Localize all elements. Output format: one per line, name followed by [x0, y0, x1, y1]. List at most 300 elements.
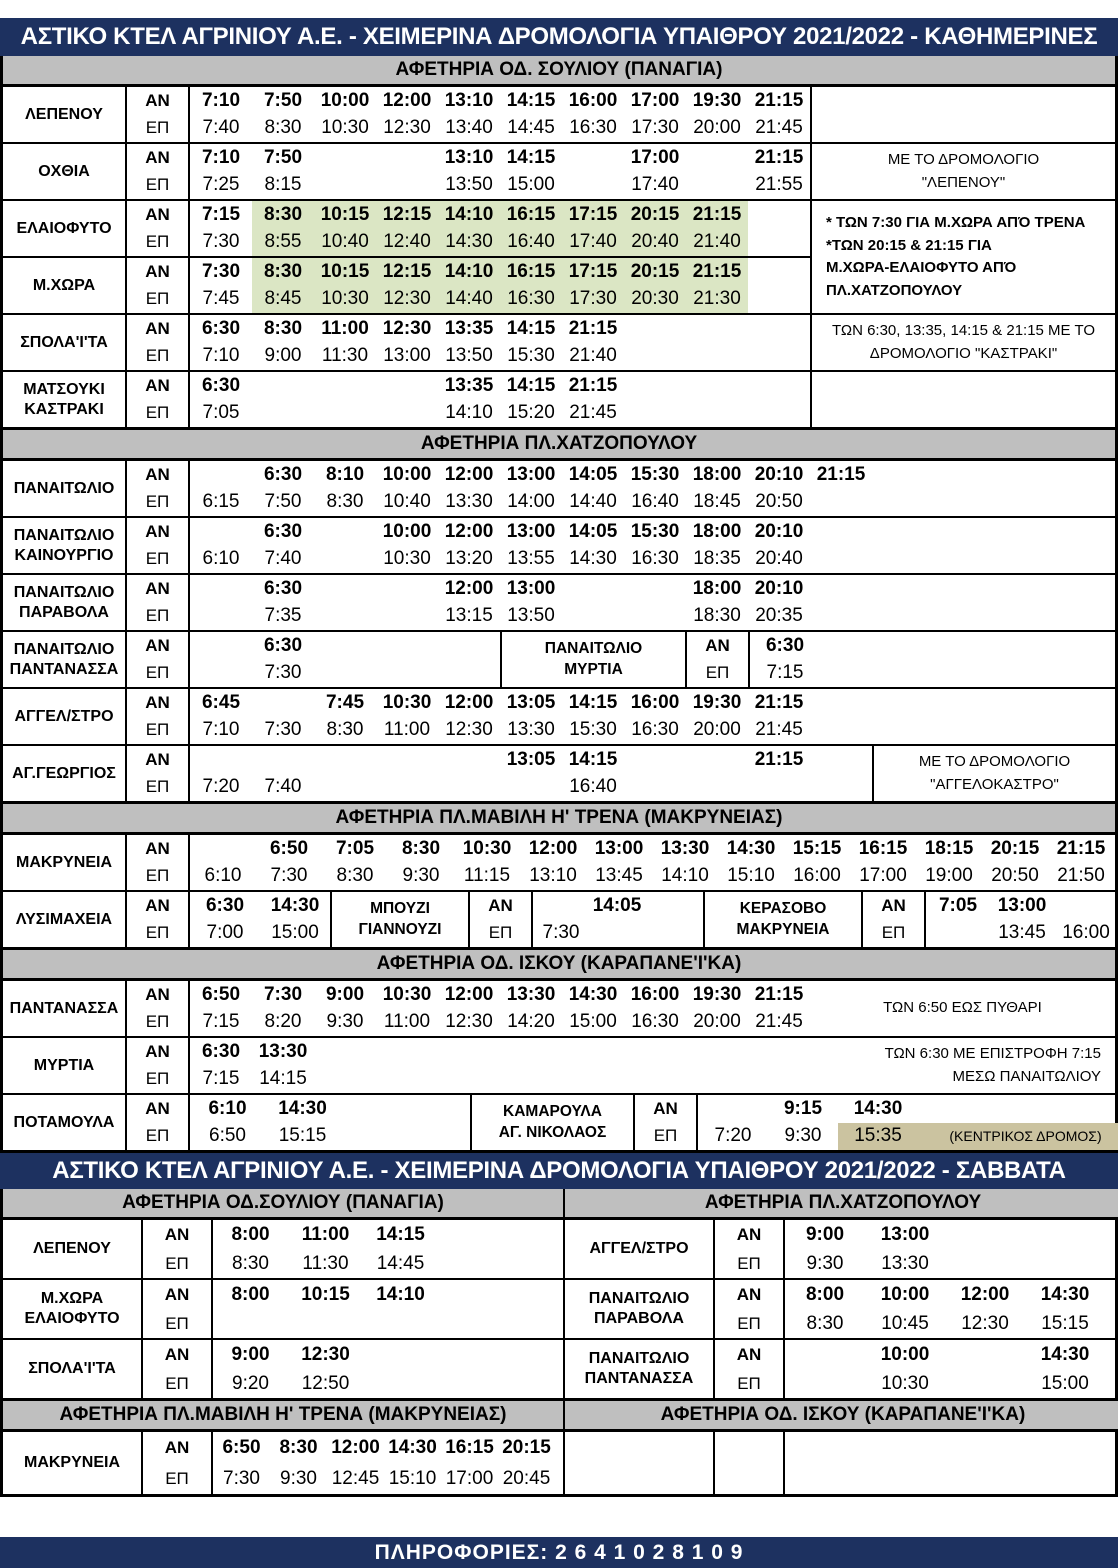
time-cell: 13:10 [444, 146, 494, 168]
times-block [190, 689, 872, 744]
station-label-line: ΑΓΓΕΛ/ΣΤΡΟ [14, 707, 114, 725]
time-cell: 10:15 [314, 201, 376, 229]
station-label [3, 892, 127, 947]
time-cell [438, 1066, 500, 1094]
route-note-line: ΜΕ ΤΟ ΔΡΟΜΟΛΟΓΙΟ [918, 753, 1071, 770]
times-block [190, 981, 810, 1036]
an-times-line [190, 315, 810, 343]
an-label: ΑΝ [488, 895, 513, 915]
time-cell: 21:45 [755, 1011, 803, 1033]
station-label [565, 1340, 715, 1398]
time-cell: 9:30 [784, 1125, 822, 1147]
time-cell [1054, 892, 1118, 920]
route-note-line: "ΛΕΠΕΝΟΥ" [921, 173, 1006, 191]
time-cell: 12:00 [331, 1436, 380, 1458]
destination-label [330, 892, 470, 947]
time-cell: 20:50 [755, 491, 803, 513]
time-cell: 8:00 [231, 1283, 270, 1305]
station-label-line: ΠΑΝΑΙΤΩΛΙΟ [588, 1350, 690, 1367]
time-cell: 14:15 [506, 89, 556, 111]
direction-labels [127, 981, 190, 1036]
timetable-row [565, 1220, 1118, 1278]
time-cell: 13:00 [506, 577, 556, 599]
ep-label: ΕΠ [145, 118, 170, 138]
ep-times-line [533, 920, 703, 948]
station-label-line: ΠΑΝΑΙΤΩΛΙΟ [588, 1290, 690, 1307]
times-block [213, 1220, 438, 1278]
ep-label: ΕΠ [145, 1126, 170, 1146]
time-cell [252, 746, 314, 774]
an-label: ΑΝ [145, 464, 170, 484]
direction-labels [127, 518, 190, 573]
time-cell: 12:30 [445, 1011, 493, 1033]
time-cell: 7:50 [263, 146, 303, 168]
ep-times-line [213, 1309, 438, 1338]
time-cell: 18:00 [692, 577, 742, 599]
timetable-row-line [565, 1280, 1105, 1338]
time-cell [376, 774, 438, 802]
time-cell: 15:00 [1041, 1372, 1089, 1394]
time-cell: 13:45 [595, 865, 643, 887]
timetable-row [3, 1220, 563, 1278]
time-cell [686, 343, 748, 371]
time-cell [314, 1066, 376, 1094]
section-header: ΑΦΕΤΗΡΙΑ ΠΛ.ΧΑΤΖΟΠΟΥΛΟΥ [3, 427, 1115, 461]
an-label: ΑΝ [145, 692, 170, 712]
station-label-line: ΠΑΝΤΑΝΑΣΣΑ [584, 1370, 694, 1387]
times-block [190, 87, 810, 142]
ep-label: ΕΠ [145, 606, 170, 626]
station-label-line: ΟΧΘΙΑ [38, 162, 90, 180]
time-cell [213, 1309, 288, 1338]
time-cell [810, 603, 872, 631]
time-cell: 21:15 [754, 691, 804, 713]
time-cell: 14:10 [376, 1283, 425, 1305]
ep-label: ΕΠ [705, 663, 730, 683]
station-label-line: ΛΕΠΕΝΟΥ [25, 105, 103, 123]
an-times-line [190, 1038, 810, 1066]
station-label [3, 1038, 127, 1093]
section-rows [3, 835, 1115, 947]
time-cell [314, 372, 376, 400]
time-cell: 14:30 [726, 837, 776, 859]
ep-label: ΕΠ [488, 923, 513, 943]
row-filler [820, 632, 1115, 687]
time-cell [645, 892, 701, 920]
time-cell: 7:40 [264, 548, 302, 570]
time-cell: 20:50 [991, 865, 1039, 887]
timetable-row-line [3, 1280, 438, 1338]
an-label: ΑΝ [145, 838, 170, 858]
direction-labels [687, 632, 750, 687]
station-label [3, 1220, 143, 1278]
time-cell [376, 1038, 438, 1066]
time-cell [376, 172, 438, 200]
timetable-row-left [3, 518, 872, 573]
time-cell: 14:45 [507, 117, 555, 139]
time-cell [810, 575, 872, 603]
time-cell [624, 603, 686, 631]
time-cell: 20:30 [624, 286, 686, 314]
ep-label: ΕΠ [881, 923, 906, 943]
time-cell: 8:00 [805, 1283, 845, 1305]
time-cell: 14:10 [445, 402, 493, 424]
saturday-right-column [565, 1189, 1118, 1494]
times-block [190, 258, 810, 313]
ep-label: ΕΠ [737, 1253, 761, 1273]
time-cell: 14:10 [438, 201, 500, 229]
station-label [3, 201, 127, 256]
time-cell: 12:30 [376, 286, 438, 314]
time-cell [1025, 1463, 1105, 1494]
time-cell: 14:15 [506, 146, 556, 168]
times-block [190, 372, 810, 427]
destination-label [703, 892, 863, 947]
an-label [715, 1432, 783, 1463]
time-cell [624, 774, 686, 802]
time-cell: 8:30 [279, 1436, 318, 1458]
time-cell: 16:15 [500, 201, 562, 229]
time-cell [533, 892, 589, 920]
time-cell: 8:30 [806, 1312, 844, 1334]
time-cell [810, 774, 872, 802]
time-cell: 7:05 [202, 402, 240, 424]
times-block [750, 632, 820, 687]
time-cell: 10:30 [314, 286, 376, 314]
time-cell: 18:30 [693, 605, 741, 627]
ep-times-line [190, 774, 872, 802]
timetable-row-left [3, 372, 810, 427]
station-label-line: ΕΛΑΙΟΦΥΤΟ [16, 219, 112, 237]
time-cell: 21:40 [686, 229, 748, 257]
direction-labels [143, 1280, 213, 1338]
time-cell: 8:30 [252, 258, 314, 286]
station-label-line: ΜΑΚΡΥΝΕΙΑ [23, 1454, 120, 1471]
timetable-row-left [3, 892, 1118, 947]
time-cell: 13:30 [258, 1040, 308, 1062]
direction-labels [127, 315, 190, 370]
an-times-line [190, 87, 810, 115]
station-label-line: ΠΑΡΑΒΟΛΑ [19, 603, 109, 621]
time-cell: 15:00 [271, 922, 319, 944]
time-cell: 13:00 [880, 1223, 930, 1245]
time-cell: 13:00 [594, 837, 644, 859]
time-cell [190, 518, 252, 546]
timetable-row [3, 890, 1115, 947]
time-cell [562, 144, 624, 172]
an-label: ΑΝ [145, 90, 170, 110]
time-cell [624, 315, 686, 343]
an-label: ΑΝ [145, 984, 170, 1004]
time-cell [748, 372, 810, 400]
time-cell: 13:30 [445, 491, 493, 513]
time-cell: 10:30 [382, 691, 432, 713]
direction-labels [127, 258, 190, 313]
time-cell [314, 575, 376, 603]
time-cell [376, 746, 438, 774]
time-cell: 16:15 [445, 1436, 494, 1458]
time-cell: 7:30 [202, 231, 240, 253]
ep-times-line [190, 172, 810, 200]
time-cell: 16:00 [1062, 922, 1110, 944]
time-cell [1025, 1432, 1105, 1463]
direction-labels [127, 372, 190, 427]
time-cell: 16:40 [569, 776, 617, 798]
timetable-row-left [3, 1095, 1118, 1150]
an-label: ΑΝ [145, 635, 170, 655]
direction-labels [127, 461, 190, 516]
an-times-line [785, 1220, 945, 1249]
an-times-line [190, 746, 872, 774]
time-cell: 13:30 [660, 837, 710, 859]
time-cell: 11:15 [463, 865, 511, 887]
ep-times-line [190, 229, 810, 257]
an-times-line [190, 981, 810, 1009]
time-cell: 9:15 [783, 1097, 823, 1119]
an-label: ΑΝ [145, 749, 170, 769]
time-cell: 13:50 [445, 345, 493, 367]
time-cell [500, 1038, 562, 1066]
station-label-line: Μ.ΧΩΡΑ [40, 1290, 104, 1307]
an-label: ΑΝ [164, 1344, 190, 1364]
station-label-line: ΕΛΑΙΟΦΥΤΟ [24, 1310, 120, 1327]
destination-label-line: ΜΠΟΥΖΙ [370, 900, 430, 918]
time-cell [865, 1432, 945, 1463]
ep-times-line [190, 603, 872, 631]
time-cell: 14:20 [507, 1011, 555, 1033]
timetable-row-line [565, 1340, 1105, 1398]
time-cell: 14:40 [569, 491, 617, 513]
time-cell: 14:05 [568, 463, 618, 485]
ep-times-line [190, 115, 810, 143]
time-cell: 10:00 [382, 463, 432, 485]
time-cell: 9:00 [805, 1223, 845, 1245]
times-block [190, 144, 810, 199]
destination-label-line: ΜΑΚΡΥΝΕΙΑ [736, 920, 830, 938]
ep-times-line [926, 920, 1118, 948]
time-cell: 17:00 [630, 89, 680, 111]
time-cell [748, 229, 810, 257]
time-cell: 7:05 [335, 837, 375, 859]
timetable-row-line [3, 372, 810, 427]
times-block [190, 461, 872, 516]
time-cell [314, 172, 376, 200]
route-note [810, 1038, 1115, 1093]
time-cell [748, 201, 810, 229]
time-cell: 12:40 [376, 229, 438, 257]
time-cell: 18:00 [692, 520, 742, 542]
time-cell: 14:10 [438, 258, 500, 286]
time-cell: 16:15 [858, 837, 908, 859]
time-cell: 13:55 [507, 548, 555, 570]
station-label [3, 1280, 143, 1338]
times-block [213, 1340, 363, 1398]
time-cell [624, 1066, 686, 1094]
ep-label: ΕΠ [145, 403, 170, 423]
station-label-line: ΛΥΣΙΜΑΧΕΙΑ [15, 910, 113, 928]
station-label [3, 518, 127, 573]
ep-times-line [213, 1369, 363, 1398]
station-label [3, 461, 127, 516]
time-cell: 12:00 [444, 983, 494, 1005]
route-note-line: ΤΩΝ 6:30, 13:35, 14:15 & 21:15 ΜΕ ΤΟ [831, 322, 1096, 339]
times-block [190, 1038, 810, 1093]
time-cell: 19:00 [925, 865, 973, 887]
direction-labels [127, 892, 190, 947]
time-cell: 15:15 [1041, 1312, 1089, 1334]
row-filler [1105, 1280, 1118, 1338]
time-cell: 11:30 [302, 1252, 349, 1274]
time-cell [438, 774, 500, 802]
timetable-row-left [565, 1340, 1105, 1398]
time-cell: 13:30 [881, 1252, 929, 1274]
time-cell: 13:35 [444, 374, 494, 396]
timetable-row-line [3, 981, 810, 1036]
time-cell: 14:30 [438, 229, 500, 257]
times-block [785, 1220, 945, 1278]
station-label [3, 372, 127, 427]
time-cell [190, 746, 252, 774]
row-filler [438, 1220, 563, 1278]
time-cell: 14:30 [1040, 1283, 1090, 1305]
time-cell [562, 1066, 624, 1094]
time-cell: 7:20 [714, 1125, 752, 1147]
station-label-line: ΣΠΟΛΑ'Ι'ΤΑ [28, 1360, 116, 1377]
time-cell [190, 461, 252, 489]
time-cell: 14:30 [1040, 1343, 1090, 1365]
time-cell: 16:30 [631, 548, 679, 570]
time-cell: 18:15 [924, 837, 974, 859]
time-cell [810, 746, 872, 774]
time-cell: 16:00 [630, 691, 680, 713]
timetable-row-left [3, 575, 872, 630]
an-times-line [698, 1095, 1118, 1123]
time-cell: 12:30 [383, 117, 431, 139]
time-cell: 8:30 [326, 491, 364, 513]
time-cell: 16:30 [631, 719, 679, 741]
time-cell [748, 774, 810, 802]
time-cell: 21:15 [816, 463, 866, 485]
time-cell [926, 920, 990, 948]
time-cell: 16:00 [630, 983, 680, 1005]
time-cell: 20:15 [624, 258, 686, 286]
timetable-row-line [3, 632, 820, 687]
timetable-row [3, 1338, 563, 1398]
an-label: ΑΝ [145, 318, 170, 338]
destination-label [500, 632, 687, 687]
ep-times-line [785, 1369, 1105, 1398]
times-block [190, 746, 872, 801]
time-cell: 12:00 [444, 577, 494, 599]
time-cell: 7:15 [766, 662, 804, 684]
an-label: ΑΝ [164, 1284, 190, 1304]
time-cell [376, 575, 438, 603]
time-cell [748, 1038, 810, 1066]
time-cell: 9:30 [280, 1467, 317, 1489]
times-block [190, 518, 872, 573]
time-cell [252, 689, 314, 717]
time-cell: 6:30 [201, 374, 241, 396]
time-cell: 6:45 [201, 691, 241, 713]
timetable-row [3, 744, 1115, 801]
time-cell: 13:05 [506, 691, 556, 713]
time-cell: 8:10 [325, 463, 365, 485]
station-label [3, 575, 127, 630]
row-filler [438, 1280, 563, 1338]
time-cell: 17:40 [562, 229, 624, 257]
station-label-line: Μ.ΧΩΡΑ [32, 276, 96, 294]
time-cell: 8:45 [252, 286, 314, 314]
time-cell: 8:00 [231, 1223, 270, 1245]
station-label-line: ΚΑΙΝΟΥΡΓΙΟ [14, 546, 114, 564]
time-cell: 12:00 [444, 691, 494, 713]
time-cell: 11:30 [321, 345, 369, 367]
time-cell: 6:30 [205, 894, 245, 916]
timetable-row-left [565, 1280, 1105, 1338]
time-cell: 14:30 [569, 548, 617, 570]
time-cell: 14:15 [506, 374, 556, 396]
time-cell: 21:15 [568, 317, 618, 339]
ep-label: ΕΠ [145, 923, 170, 943]
time-cell: 13:00 [997, 894, 1047, 916]
timetable-row-left [3, 981, 810, 1036]
time-cell: 13:20 [445, 548, 493, 570]
time-cell [438, 1038, 500, 1066]
destination-label-line: ΓΙΑΝΝΟΥΖΙ [358, 920, 442, 938]
time-cell [785, 1369, 865, 1398]
station-label-line: ΛΕΠΕΝΟΥ [33, 1240, 111, 1257]
time-cell: 17:30 [631, 117, 679, 139]
time-cell: 7:00 [206, 922, 244, 944]
time-cell: 6:50 [201, 983, 241, 1005]
station-label [3, 1340, 143, 1398]
time-cell: 10:30 [382, 983, 432, 1005]
time-cell: 14:05 [592, 894, 642, 916]
time-cell: 12:00 [444, 463, 494, 485]
time-cell [686, 746, 748, 774]
time-cell: 7:50 [263, 89, 303, 111]
time-cell: 13:10 [529, 865, 577, 887]
time-cell: 14:15 [259, 1068, 307, 1090]
route-note [872, 518, 1115, 573]
time-cell [624, 400, 686, 428]
time-cell: 12:00 [444, 520, 494, 542]
time-cell [748, 1066, 810, 1094]
time-cell [500, 774, 562, 802]
time-cell: 6:10 [204, 865, 242, 887]
station-label [3, 632, 127, 687]
saturday-title: ΑΣΤΙΚΟ ΚΤΕΛ ΑΓΡΙΝΙΟΥ Α.Ε. - ΧΕΙΜΕΡΙΝΑ ΔΡΟΜΟΛΟΓΙΑ ΥΠΑΙΘΡΟΥ 2021/2022 - ΣΑΒΒΑΤΑ [52, 1157, 1066, 1184]
timetable-row [3, 370, 1115, 427]
an-label: ΑΝ [736, 1344, 762, 1364]
time-cell: 14:05 [568, 520, 618, 542]
timetable-row-line [3, 518, 872, 573]
time-cell: 21:45 [755, 719, 803, 741]
ep-times-line [750, 660, 820, 688]
time-cell: 14:15 [506, 317, 556, 339]
time-cell: 14:15 [568, 748, 618, 770]
route-note [810, 315, 1115, 370]
time-cell: 12:00 [382, 89, 432, 111]
section-header: ΑΦΕΤΗΡΙΑ ΠΛ.ΧΑΤΖΟΠΟΥΛΟΥ [565, 1189, 1118, 1220]
time-cell [562, 575, 624, 603]
ep-label: ΕΠ [145, 1012, 170, 1032]
station-label-line: ΠΑΝΑΙΤΩΛΙΟ [13, 479, 115, 497]
time-cell [645, 920, 701, 948]
section-rows [3, 87, 1115, 427]
time-cell [785, 1463, 865, 1494]
time-cell [624, 575, 686, 603]
